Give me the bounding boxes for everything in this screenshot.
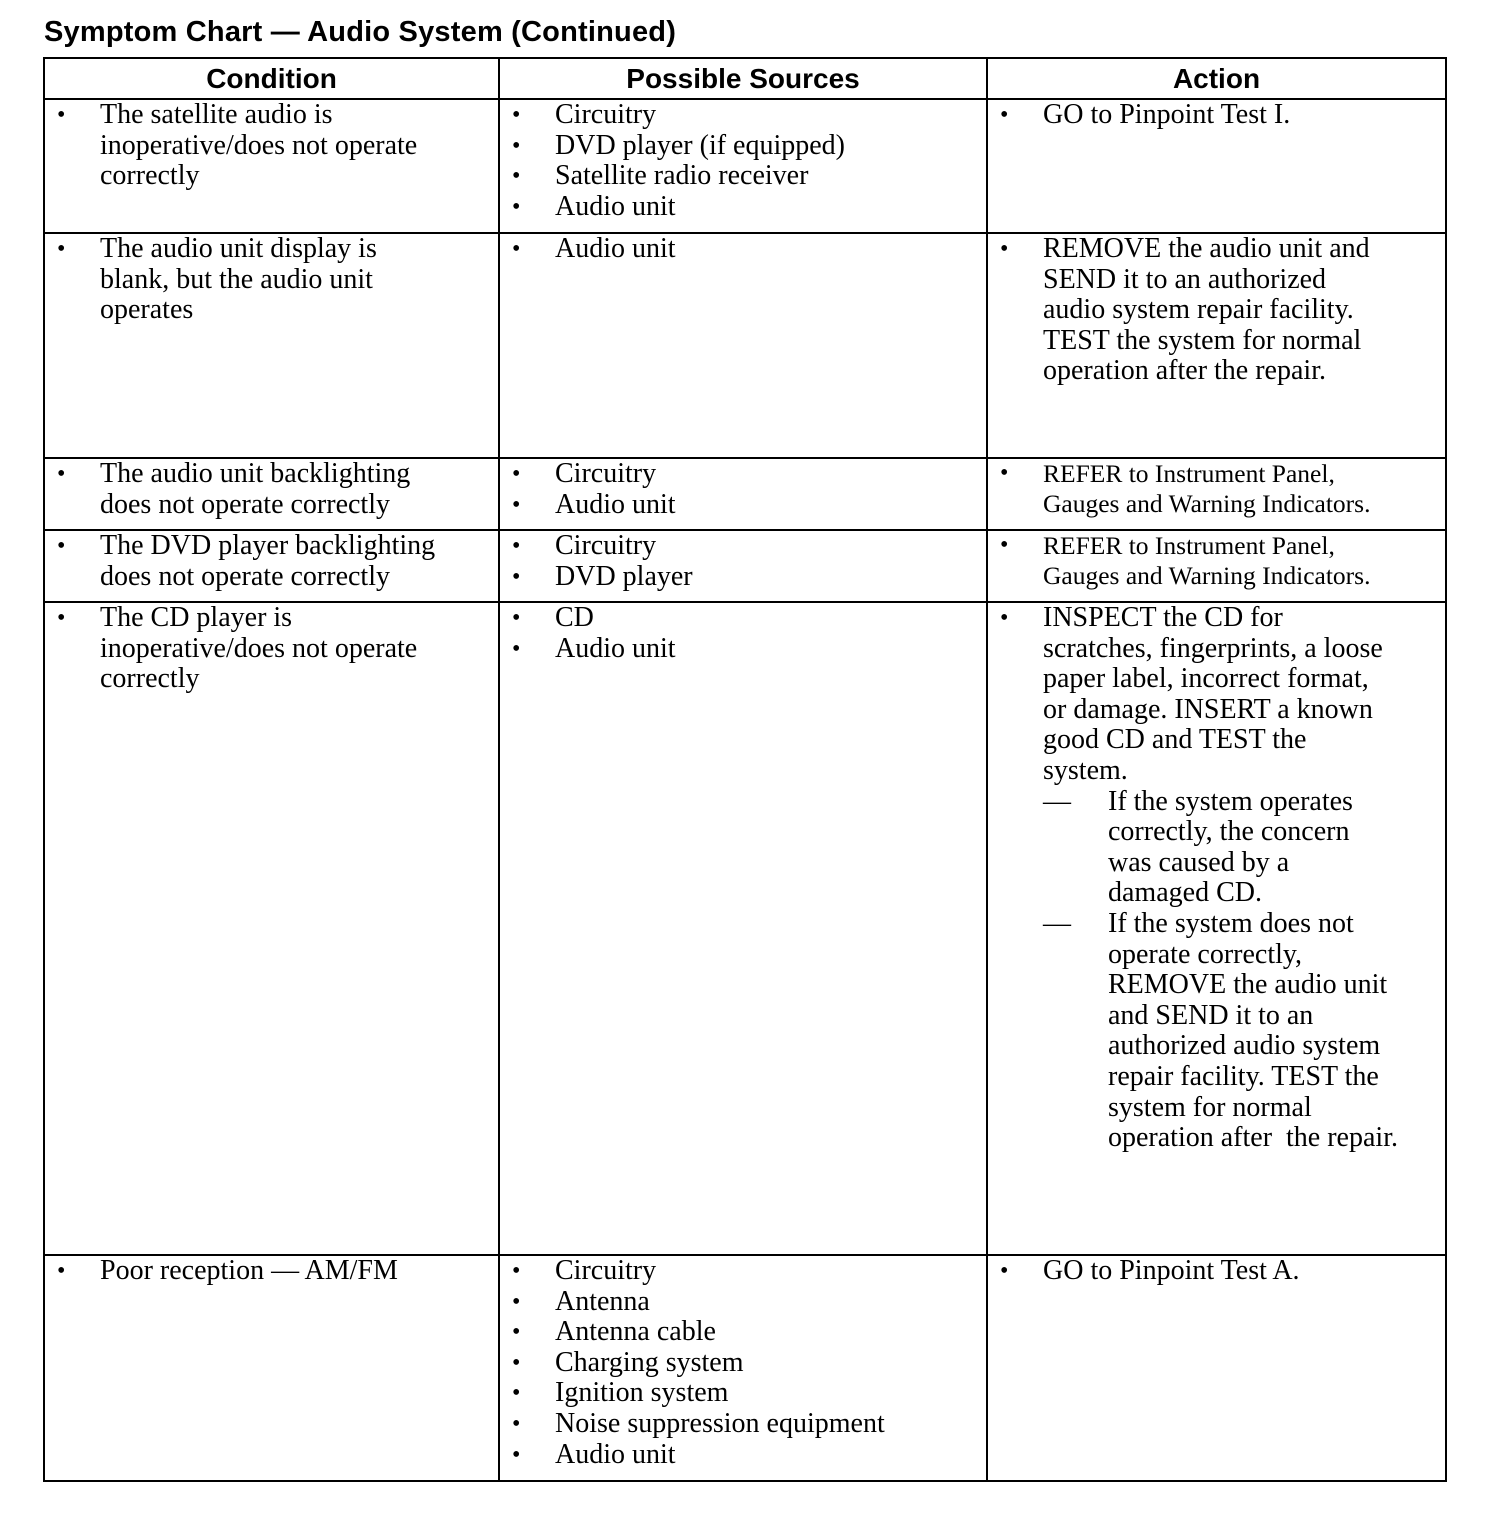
bullet-item: [500, 1317, 986, 1348]
source-text: Antenna: [555, 1285, 650, 1317]
bullet-item: [500, 1348, 986, 1379]
table-row: [44, 458, 1446, 530]
source-text: Circuitry: [555, 458, 657, 489]
source-text: CD: [555, 602, 594, 633]
action-cell: [987, 233, 1446, 458]
text-line: correctly: [100, 160, 200, 192]
action-cell: [987, 530, 1446, 602]
sources-cell: [499, 99, 987, 233]
bullet-item: [500, 1256, 986, 1287]
text-line: TEST the system for normal: [1043, 324, 1362, 356]
text-line: INSPECT the CD for: [1043, 602, 1283, 633]
bullet-icon: •: [512, 236, 521, 262]
bullet-icon: •: [512, 1319, 521, 1346]
source-text: DVD player: [555, 560, 693, 592]
table-row: [44, 1255, 1446, 1481]
source-text: Circuitry: [555, 530, 657, 561]
text-line: system for normal: [1108, 1091, 1312, 1123]
source-text: Audio unit: [555, 190, 676, 222]
bullet-item: [500, 131, 986, 162]
bullet-icon: •: [57, 533, 66, 559]
source-text: Audio unit: [555, 1438, 676, 1470]
bullet-icon: •: [512, 163, 521, 190]
text-line: correctly: [100, 663, 200, 695]
table-row: [44, 233, 1446, 458]
bullet-item: [500, 100, 986, 131]
text-line: REMOVE the audio unit: [1108, 969, 1388, 1001]
dash-icon: —: [1043, 785, 1071, 817]
bullet-icon: •: [512, 102, 521, 128]
text-line: SEND it to an authorized: [1043, 263, 1327, 295]
source-text: DVD player (if equipped): [555, 129, 846, 161]
bullet-item: [500, 1378, 986, 1409]
text-line: The audio unit display is: [100, 233, 377, 264]
text-line: blank, but the audio unit: [100, 263, 373, 295]
text-line: Gauges and Warning Indicators.: [1043, 560, 1371, 590]
source-text: Noise suppression equipment: [555, 1407, 885, 1439]
bullet-icon: •: [1000, 605, 1009, 631]
source-text: Audio unit: [555, 233, 676, 264]
source-text: Ignition system: [555, 1377, 729, 1409]
text-line: authorized audio system: [1108, 1030, 1381, 1062]
sources-cell: [499, 458, 987, 530]
bullet-icon: •: [57, 461, 66, 487]
bullet-icon: •: [512, 132, 521, 159]
text-line: The audio unit backlighting: [100, 458, 411, 489]
action-text: GO to Pinpoint Test I.: [1043, 99, 1291, 130]
bullet-item: [45, 459, 498, 520]
sources-cell: [499, 1255, 987, 1481]
bullet-icon: •: [512, 461, 521, 487]
column-header-condition: Condition: [44, 58, 499, 99]
bullet-icon: •: [512, 1380, 521, 1407]
bullet-icon: •: [57, 236, 66, 262]
text-line: audio system repair facility.: [1043, 294, 1354, 326]
text-line: inoperative/does not operate: [100, 632, 418, 664]
bullet-item: [988, 1256, 1445, 1287]
condition-cell: [44, 602, 499, 1255]
text-line: scratches, fingerprints, a loose: [1043, 632, 1383, 664]
text-line: system.: [1043, 754, 1128, 786]
sources-cell: [499, 233, 987, 458]
bullet-item: [988, 603, 1445, 1154]
source-text: Circuitry: [555, 1255, 657, 1286]
bullet-item: [988, 531, 1445, 590]
bullet-icon: •: [1000, 460, 1009, 486]
bullet-icon: •: [512, 491, 521, 518]
column-header-sources: Possible Sources: [499, 58, 987, 99]
action-cell: [987, 458, 1446, 530]
bullet-icon: •: [512, 193, 521, 220]
bullet-item: [500, 161, 986, 192]
text-line: paper label, incorrect format,: [1043, 663, 1369, 695]
column-header-action: Action: [987, 58, 1446, 99]
text-line: repair facility. TEST the: [1108, 1060, 1379, 1092]
table-row: [44, 530, 1446, 602]
text-line: was caused by a: [1108, 846, 1290, 878]
action-cell: [987, 99, 1446, 233]
bullet-item: [500, 1409, 986, 1440]
condition-cell: [44, 458, 499, 530]
text-line: operates: [100, 294, 194, 326]
condition-cell: [44, 1255, 499, 1481]
text-line: The DVD player backlighting: [100, 530, 436, 561]
bullet-item: [988, 100, 1445, 131]
bullet-item: [500, 459, 986, 490]
text-line: operation after the repair.: [1108, 1122, 1398, 1154]
source-text: Audio unit: [555, 488, 676, 520]
bullet-item: [500, 1287, 986, 1318]
bullet-item: [500, 562, 986, 593]
condition-cell: [44, 530, 499, 602]
text-line: The CD player is: [100, 602, 293, 633]
bullet-icon: •: [1000, 102, 1009, 128]
sub-item: [1043, 787, 1445, 909]
dash-icon: —: [1043, 907, 1071, 939]
bullet-item: [500, 192, 986, 223]
action-cell: [987, 602, 1446, 1255]
source-text: Charging system: [555, 1346, 744, 1378]
bullet-icon: •: [1000, 1258, 1009, 1284]
bullet-item: [45, 100, 498, 192]
symptom-table: [43, 57, 1447, 1482]
bullet-icon: •: [1000, 532, 1009, 558]
condition-cell: [44, 99, 499, 233]
text-line: or damage. INSERT a known: [1043, 693, 1373, 725]
source-text: Audio unit: [555, 632, 676, 664]
text-line: If the system does not: [1108, 907, 1354, 939]
text-line: Gauges and Warning Indicators.: [1043, 488, 1371, 518]
bullet-icon: •: [57, 1258, 66, 1284]
text-line: The satellite audio is: [100, 99, 333, 130]
condition-cell: [44, 233, 499, 458]
bullet-icon: •: [57, 605, 66, 631]
bullet-item: [45, 603, 498, 695]
bullet-icon: •: [512, 605, 521, 631]
bullet-icon: •: [512, 1410, 521, 1437]
text-line: operation after the repair.: [1043, 355, 1326, 387]
bullet-item: [500, 234, 986, 265]
text-line: REFER to Instrument Panel,: [1043, 531, 1335, 560]
source-text: Circuitry: [555, 99, 657, 130]
page-title: Symptom Chart — Audio System (Continued): [44, 16, 677, 48]
header-row: [44, 58, 1446, 99]
sources-cell: [499, 530, 987, 602]
text-line: does not operate correctly: [100, 488, 390, 520]
text-line: correctly, the concern: [1108, 816, 1350, 848]
bullet-icon: •: [512, 1288, 521, 1315]
bullet-item: [500, 490, 986, 521]
bullet-icon: •: [512, 1349, 521, 1376]
text-line: REFER to Instrument Panel,: [1043, 459, 1335, 488]
table-row: [44, 99, 1446, 233]
text-line: If the system operates: [1108, 785, 1353, 817]
bullet-item: [45, 1256, 498, 1287]
bullet-item: [500, 1440, 986, 1471]
bullet-icon: •: [512, 563, 521, 590]
bullet-item: [500, 603, 986, 634]
text-line: Poor reception — AM/FM: [100, 1255, 398, 1286]
text-line: operate correctly,: [1108, 938, 1303, 970]
text-line: inoperative/does not operate: [100, 129, 418, 161]
bullet-item: [45, 234, 498, 326]
bullet-icon: •: [57, 102, 66, 128]
text-line: good CD and TEST the: [1043, 724, 1307, 756]
text-line: REMOVE the audio unit and: [1043, 233, 1370, 264]
source-text: Antenna cable: [555, 1316, 716, 1348]
text-line: and SEND it to an: [1108, 999, 1314, 1031]
bullet-icon: •: [512, 1441, 521, 1468]
bullet-item: [500, 634, 986, 665]
bullet-icon: •: [1000, 236, 1009, 262]
sub-list: [1043, 787, 1445, 1154]
bullet-icon: •: [512, 635, 521, 662]
sources-cell: [499, 602, 987, 1255]
action-cell: [987, 1255, 1446, 1481]
table-row: [44, 602, 1446, 1255]
action-text: GO to Pinpoint Test A.: [1043, 1255, 1300, 1286]
bullet-icon: •: [512, 533, 521, 559]
sub-item: [1043, 909, 1445, 1154]
text-line: does not operate correctly: [100, 560, 390, 592]
bullet-item: [45, 531, 498, 592]
text-line: damaged CD.: [1108, 877, 1262, 909]
bullet-item: [988, 459, 1445, 518]
bullet-icon: •: [512, 1258, 521, 1284]
bullet-item: [988, 234, 1445, 387]
bullet-item: [500, 531, 986, 562]
source-text: Satellite radio receiver: [555, 160, 809, 192]
